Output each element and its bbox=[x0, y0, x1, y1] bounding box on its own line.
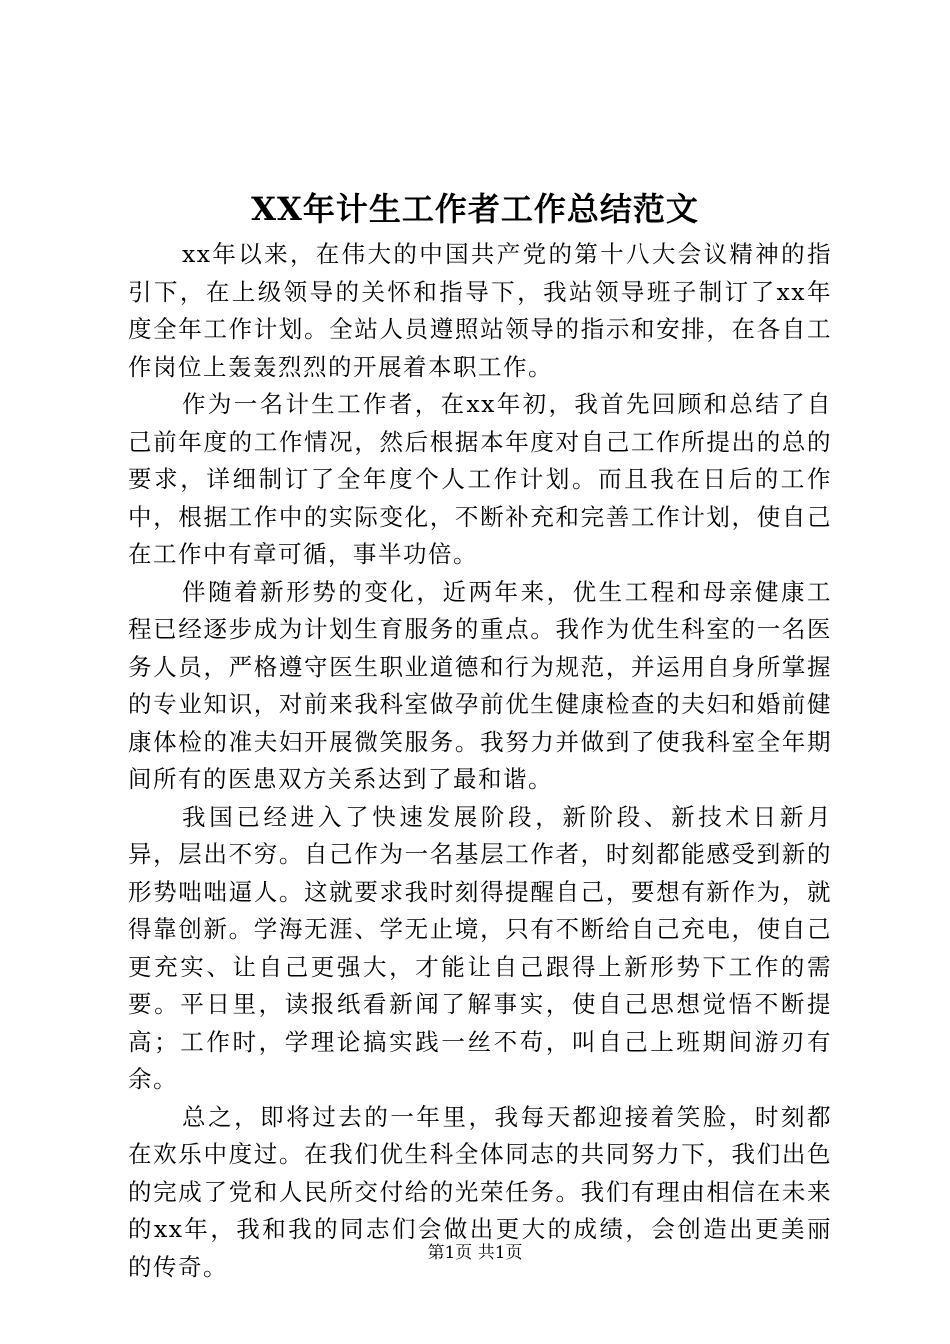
paragraph: 作为一名计生工作者，在xx年初，我首先回顾和总结了自己前年度的工作情况，然后根据本年度对自己工作所提出的总的要求，详细制订了全年度个人工作计划。而且我在日后的工作中，根据工作中的实际变化，不断补充和完善工作计划，使自己在工作中有章可循，事半功倍。 bbox=[128, 390, 832, 568]
page-number-footer: 第1页 共1页 bbox=[427, 1243, 523, 1263]
paragraph: 总之，即将过去的一年里，我每天都迎接着笑脸，时刻都在欢乐中度过。在我们优生科全体同志的共同努力下，我们出色的完成了党和人民所交付给的光荣任务。我们有理由相信在未来的xx年，我和我的同志们会做出更大的成绩，会创造出更美丽的传奇。 bbox=[128, 1102, 832, 1281]
document-title: XX年计生工作者工作总结范文 bbox=[251, 190, 699, 228]
paragraph: 伴随着新形势的变化，近两年来，优生工程和母亲健康工程已经逐步成为计划生育服务的重点。我作为优生科室的一名医务人员，严格遵守医生职业道德和行为规范，并运用自身所掌握的专业知识，对前来我科室做孕前优生健康检查的夫妇和婚前健康体检的准夫妇开展微笑服务。我努力并做到了使我科室全年期间所有的医患双方关系达到了最和谐。 bbox=[128, 577, 832, 793]
document-body bbox=[128, 236, 832, 1286]
paragraph: 我国已经进入了快速发展阶段，新阶段、新技术日新月异，层出不穷。自己作为一名基层工作者，时刻都能感受到新的形势咄咄逼人。这就要求我时刻得提醒自己，要想有新作为，就得靠创新。学海无涯、学无止境，只有不断给自己充电，使自己更充实、让自己更强大，才能让自己跟得上新形势下工作的需要。平日里，读报纸看新闻了解事实，使自己思想觉悟不断提高；工作时，学理论搞实践一丝不苟，叫自己上班期间游刃有余。 bbox=[128, 802, 832, 1093]
paragraph: xx年以来，在伟大的中国共产党的第十八大会议精神的指引下，在上级领导的关怀和指导下，我站领导班子制订了xx年度全年工作计划。全站人员遵照站领导的指示和安排，在各自工作岗位上轰轰烈烈的开展着本职工作。 bbox=[128, 240, 832, 381]
